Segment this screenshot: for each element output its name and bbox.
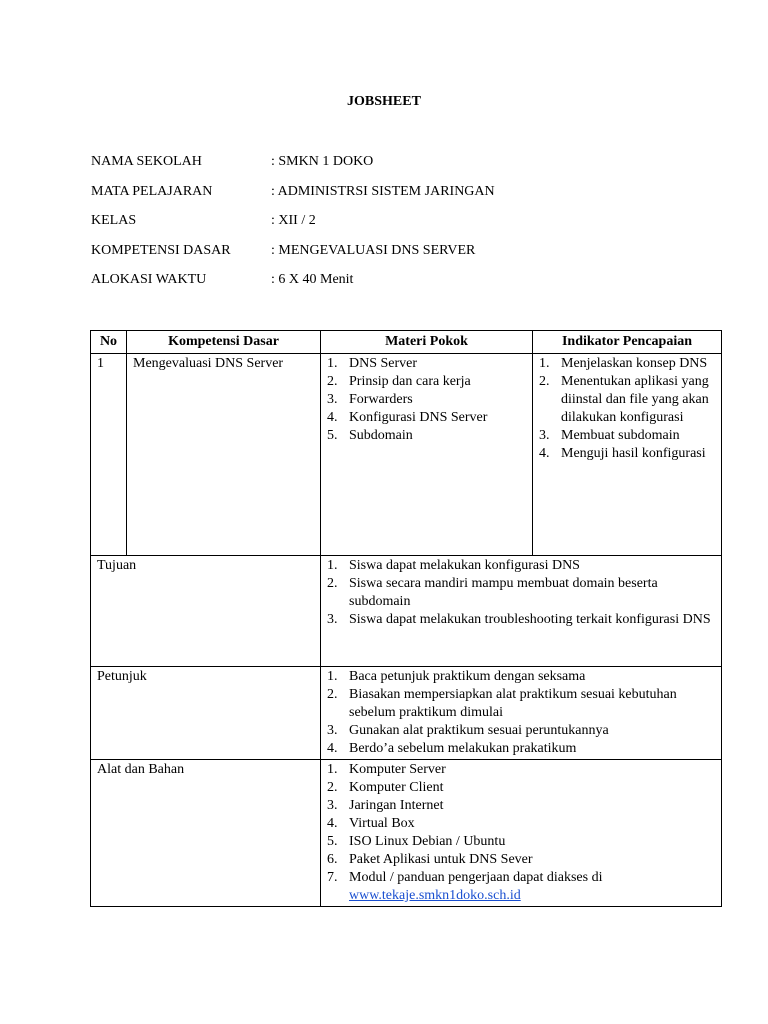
modul-link[interactable]: www.tekaje.smkn1doko.sch.id bbox=[349, 888, 521, 903]
list-item: 5. ISO Linux Debian / Ubuntu bbox=[327, 834, 506, 849]
tujuan-list bbox=[327, 557, 715, 629]
info-value-nama-sekolah: : SMKN 1 DOKO bbox=[271, 154, 374, 169]
list-item: 1. Komputer Server bbox=[327, 762, 446, 777]
info-label-nama-sekolah: NAMA SEKOLAH bbox=[91, 154, 202, 169]
header-no: No bbox=[91, 331, 127, 354]
alat-content bbox=[321, 760, 722, 907]
list-item: 4. Konfigurasi DNS Server bbox=[327, 410, 488, 425]
list-item: 1. Menjelaskan konsep DNS bbox=[539, 356, 708, 371]
info-value-mata-pelajaran: : ADMINISTRSI SISTEM JARINGAN bbox=[271, 183, 495, 199]
info-label-kompetensi-dasar: KOMPETENSI DASAR bbox=[91, 242, 231, 258]
petunjuk-label: Petunjuk bbox=[91, 667, 321, 760]
list-item: 1. DNS Server bbox=[327, 356, 418, 371]
list-item: 3. Membuat subdomain bbox=[539, 428, 680, 443]
tujuan-label: Tujuan bbox=[91, 556, 321, 667]
info-row bbox=[91, 212, 495, 242]
info-row bbox=[91, 183, 495, 213]
info-value-kompetensi-dasar: : MENGEVALUASI DNS SERVER bbox=[271, 242, 476, 258]
list-item: 4. Menguji hasil konfigurasi bbox=[539, 446, 706, 461]
list-item: 1. Siswa dapat melakukan konfigurasi DNS bbox=[327, 558, 580, 573]
info-label-mata-pelajaran: MATA PELAJARAN bbox=[91, 183, 213, 199]
list-item: 3. Siswa dapat melakukan troubleshooting terkait konfigurasi DNS bbox=[327, 612, 711, 627]
info-label-alokasi-waktu: ALOKASI WAKTU bbox=[91, 272, 207, 287]
header-indikator: Indikator Pencapaian bbox=[533, 331, 722, 354]
list-item: 4. Virtual Box bbox=[327, 816, 415, 831]
table-row-tujuan bbox=[91, 556, 722, 667]
header-materi-pokok: Materi Pokok bbox=[321, 331, 533, 354]
jobsheet-table bbox=[90, 330, 722, 907]
petunjuk-content bbox=[321, 667, 722, 760]
list-item: 6. Paket Aplikasi untuk DNS Sever bbox=[327, 852, 533, 867]
table-row-petunjuk bbox=[91, 667, 722, 760]
info-value-kelas: : XII / 2 bbox=[271, 213, 316, 228]
list-item: 2. Siswa secara mandiri mampu membuat domain beserta subdomain bbox=[327, 576, 658, 609]
info-row bbox=[91, 242, 495, 272]
info-label-kelas: KELAS bbox=[91, 213, 137, 228]
petunjuk-list bbox=[327, 668, 715, 758]
list-item: 2. Menentukan aplikasi yang diinstal dan file yang akan dilakukan konfigurasi bbox=[539, 374, 709, 425]
list-item: 1. Baca petunjuk praktikum dengan seksama bbox=[327, 669, 586, 684]
page-title: JOBSHEET bbox=[347, 94, 421, 109]
cell-kompetensi: Mengevaluasi DNS Server bbox=[127, 354, 321, 556]
list-item: 4. Berdo’a sebelum melakukan prakatikum bbox=[327, 741, 577, 756]
list-item: 3. Jaringan Internet bbox=[327, 798, 444, 813]
header-kompetensi-dasar: Kompetensi Dasar bbox=[127, 331, 321, 354]
info-row bbox=[91, 271, 495, 301]
info-block bbox=[91, 153, 495, 301]
cell-no: 1 bbox=[91, 354, 127, 556]
table-row-alat bbox=[91, 760, 722, 907]
modul-text: Modul / panduan pengerjaan dapat diakses di bbox=[349, 870, 603, 885]
tujuan-content bbox=[321, 556, 722, 667]
alat-list bbox=[327, 761, 715, 905]
alat-label: Alat dan Bahan bbox=[91, 760, 321, 907]
list-item: 2. Prinsip dan cara kerja bbox=[327, 374, 471, 389]
list-item: 3. Gunakan alat praktikum sesuai peruntukannya bbox=[327, 723, 609, 738]
list-item: 7. Modul / panduan pengerjaan dapat diakses di www.tekaje.smkn1doko.sch.id bbox=[327, 870, 603, 903]
list-item: 5. Subdomain bbox=[327, 428, 413, 443]
cell-indikator bbox=[533, 354, 722, 556]
info-row bbox=[91, 153, 495, 183]
cell-materi bbox=[321, 354, 533, 556]
list-item: 2. Komputer Client bbox=[327, 780, 444, 795]
table-header-row bbox=[91, 331, 722, 354]
list-item: 3. Forwarders bbox=[327, 392, 413, 407]
info-value-alokasi-waktu: : 6 X 40 Menit bbox=[271, 272, 354, 287]
indikator-list bbox=[539, 355, 715, 463]
table-row bbox=[91, 354, 722, 556]
list-item: 2. Biasakan mempersiapkan alat praktikum sesuai kebutuhan sebelum praktikum dimulai bbox=[327, 687, 677, 720]
materi-list bbox=[327, 355, 526, 445]
